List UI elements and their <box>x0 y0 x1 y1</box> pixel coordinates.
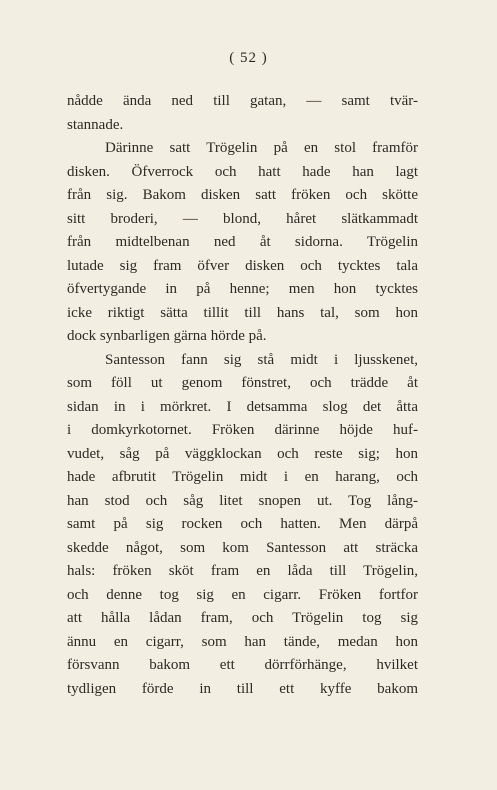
text-line: samt på sig rocken och hatten. Men därpå <box>67 516 418 532</box>
text-line: nådde ända ned till gatan, — samt tvär- <box>67 93 418 109</box>
text-line: i domkyrkotornet. Fröken därinne höjde huf- <box>67 422 418 438</box>
page-number: ( 52 ) <box>229 50 268 66</box>
text-line: stannade. <box>67 116 124 133</box>
text-line: Santesson fann sig stå midt i ljusskenet, <box>105 351 418 368</box>
body-text <box>67 90 418 701</box>
text-line: som föll ut genom fönstret, och trädde åt <box>67 375 418 391</box>
text-line: att hålla lådan fram, och Trögelin tog sig <box>67 610 418 626</box>
text-line: från midtelbenan ned åt sidorna. Trögelin <box>67 234 418 250</box>
text-line: icke riktigt sätta tillit till hans tal, som hon <box>67 304 418 321</box>
text-line: tydligen förde in till ett kyffe bakom <box>67 680 418 697</box>
text-line: från sig. Bakom disken satt fröken och skötte <box>67 187 418 203</box>
text-line: sidan in i mörkret. I detsamma slog det åtta <box>67 398 418 415</box>
text-line: hade afbrutit Trögelin midt i en harang, och <box>67 469 418 485</box>
text-line: Därinne satt Trögelin på en stol framför <box>105 140 418 156</box>
text-line: lutade sig fram öfver disken och tycktes tala <box>67 257 418 274</box>
text-line: disken. Öfverrock och hatt hade han lagt <box>67 163 418 180</box>
text-line: försvann bakom ett dörrförhänge, hvilket <box>67 657 418 673</box>
text-line: dock synbarligen gärna hörde på. <box>67 328 267 344</box>
text-line: och denne tog sig en cigarr. Fröken fortfor <box>67 586 418 603</box>
text-line: han stod och såg litet snopen ut. Tog lång- <box>67 492 418 509</box>
text-line: hals: fröken sköt fram en låda till Trögelin, <box>67 563 418 579</box>
text-line: skedde något, som kom Santesson att sträcka <box>67 539 418 556</box>
text-line: sitt broderi, — blond, håret slätkammadt <box>67 210 418 227</box>
text-line: ännu en cigarr, som han tände, medan hon <box>67 633 418 650</box>
text-line: öfvertygande in på henne; men hon tycktes <box>67 281 418 297</box>
text-line: vudet, såg på väggklockan och reste sig; hon <box>67 445 418 462</box>
